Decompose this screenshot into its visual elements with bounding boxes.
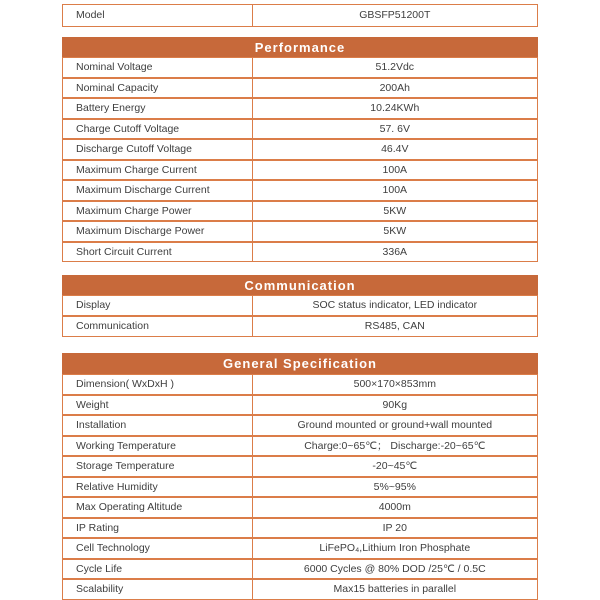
row-value: 51.2Vdc <box>375 61 415 73</box>
table-row <box>62 497 538 518</box>
row-label: Display <box>63 296 253 315</box>
table-row <box>62 436 538 457</box>
communication-section <box>62 275 538 337</box>
table-row <box>62 395 538 416</box>
section-title: General Specification <box>62 353 538 374</box>
row-value: 100A <box>382 184 408 196</box>
table-row <box>62 201 538 222</box>
table-row <box>62 415 538 436</box>
table-row <box>62 518 538 539</box>
table-row <box>62 559 538 580</box>
row-value: 90Kg <box>382 398 408 411</box>
table-row <box>62 477 538 498</box>
table-row <box>62 374 538 395</box>
row-label: Cell Technology <box>63 539 253 558</box>
row-value: Charge:0~65℃； Discharge:-20~65℃ <box>304 439 486 452</box>
row-value: 5KW <box>383 225 407 237</box>
row-value: SOC status indicator, LED indicator <box>312 299 478 312</box>
table-row <box>62 98 538 119</box>
table-row <box>62 579 538 600</box>
table-row <box>62 221 538 242</box>
row-label: Maximum Charge Current <box>63 161 253 180</box>
table-row <box>62 4 538 27</box>
row-value: 200Ah <box>379 81 410 94</box>
row-value: Ground mounted or ground+wall mounted <box>297 419 493 431</box>
row-value: RS485, CAN <box>364 320 425 333</box>
section-title: Performance <box>62 37 538 57</box>
row-label: Max Operating Altitude <box>63 498 253 517</box>
row-label: Model <box>63 5 253 26</box>
row-label: IP Rating <box>63 519 253 538</box>
row-label: Maximum Discharge Power <box>63 222 253 241</box>
row-label: Charge Cutoff Voltage <box>63 120 253 139</box>
table-row <box>62 139 538 160</box>
row-value: Max15 batteries in parallel <box>333 583 457 595</box>
table-row <box>62 316 538 337</box>
row-label: Communication <box>63 317 253 336</box>
row-value: 5%~95% <box>373 480 416 493</box>
row-label: Dimension( WxDxH ) <box>63 375 253 394</box>
general-specification-section <box>62 353 538 600</box>
row-label: Discharge Cutoff Voltage <box>63 140 253 159</box>
row-label: Relative Humidity <box>63 478 253 497</box>
row-label: Maximum Charge Power <box>63 202 253 221</box>
performance-section <box>62 37 538 262</box>
row-label: Nominal Voltage <box>63 58 253 77</box>
section-title: Communication <box>62 275 538 295</box>
table-row <box>62 242 538 263</box>
table-row <box>62 456 538 477</box>
row-label: Cycle Life <box>63 560 253 579</box>
row-label: Storage Temperature <box>63 457 253 476</box>
row-value: 336A <box>382 245 408 258</box>
table-row <box>62 119 538 140</box>
row-value: 46.4V <box>381 143 409 155</box>
row-value: 500×170×853mm <box>353 378 436 390</box>
row-label: Battery Energy <box>63 99 253 118</box>
row-value: 5KW <box>383 204 407 217</box>
row-value: -20~45℃ <box>372 460 418 472</box>
row-label: Maximum Discharge Current <box>63 181 253 200</box>
row-value: 10.24KWh <box>370 102 420 114</box>
table-row <box>62 295 538 316</box>
row-value: LiFePO₄,Lithium Iron Phosphate <box>319 542 471 554</box>
row-label: Scalability <box>63 580 253 599</box>
model-table <box>62 4 538 27</box>
row-value: IP 20 <box>382 521 407 534</box>
table-row <box>62 78 538 99</box>
table-row <box>62 57 538 78</box>
row-value: 100A <box>382 163 408 176</box>
row-value: GBSFP51200T <box>359 9 431 22</box>
table-row <box>62 538 538 559</box>
row-label: Weight <box>63 396 253 415</box>
row-label: Working Temperature <box>63 437 253 456</box>
row-value: 6000 Cycles @ 80% DOD /25℃ / 0.5C <box>303 562 486 575</box>
row-value: 57. 6V <box>379 122 410 135</box>
table-row <box>62 180 538 201</box>
row-label: Nominal Capacity <box>63 79 253 98</box>
row-value: 4000m <box>378 501 411 513</box>
row-label: Short Circuit Current <box>63 243 253 262</box>
row-label: Installation <box>63 416 253 435</box>
table-row <box>62 160 538 181</box>
